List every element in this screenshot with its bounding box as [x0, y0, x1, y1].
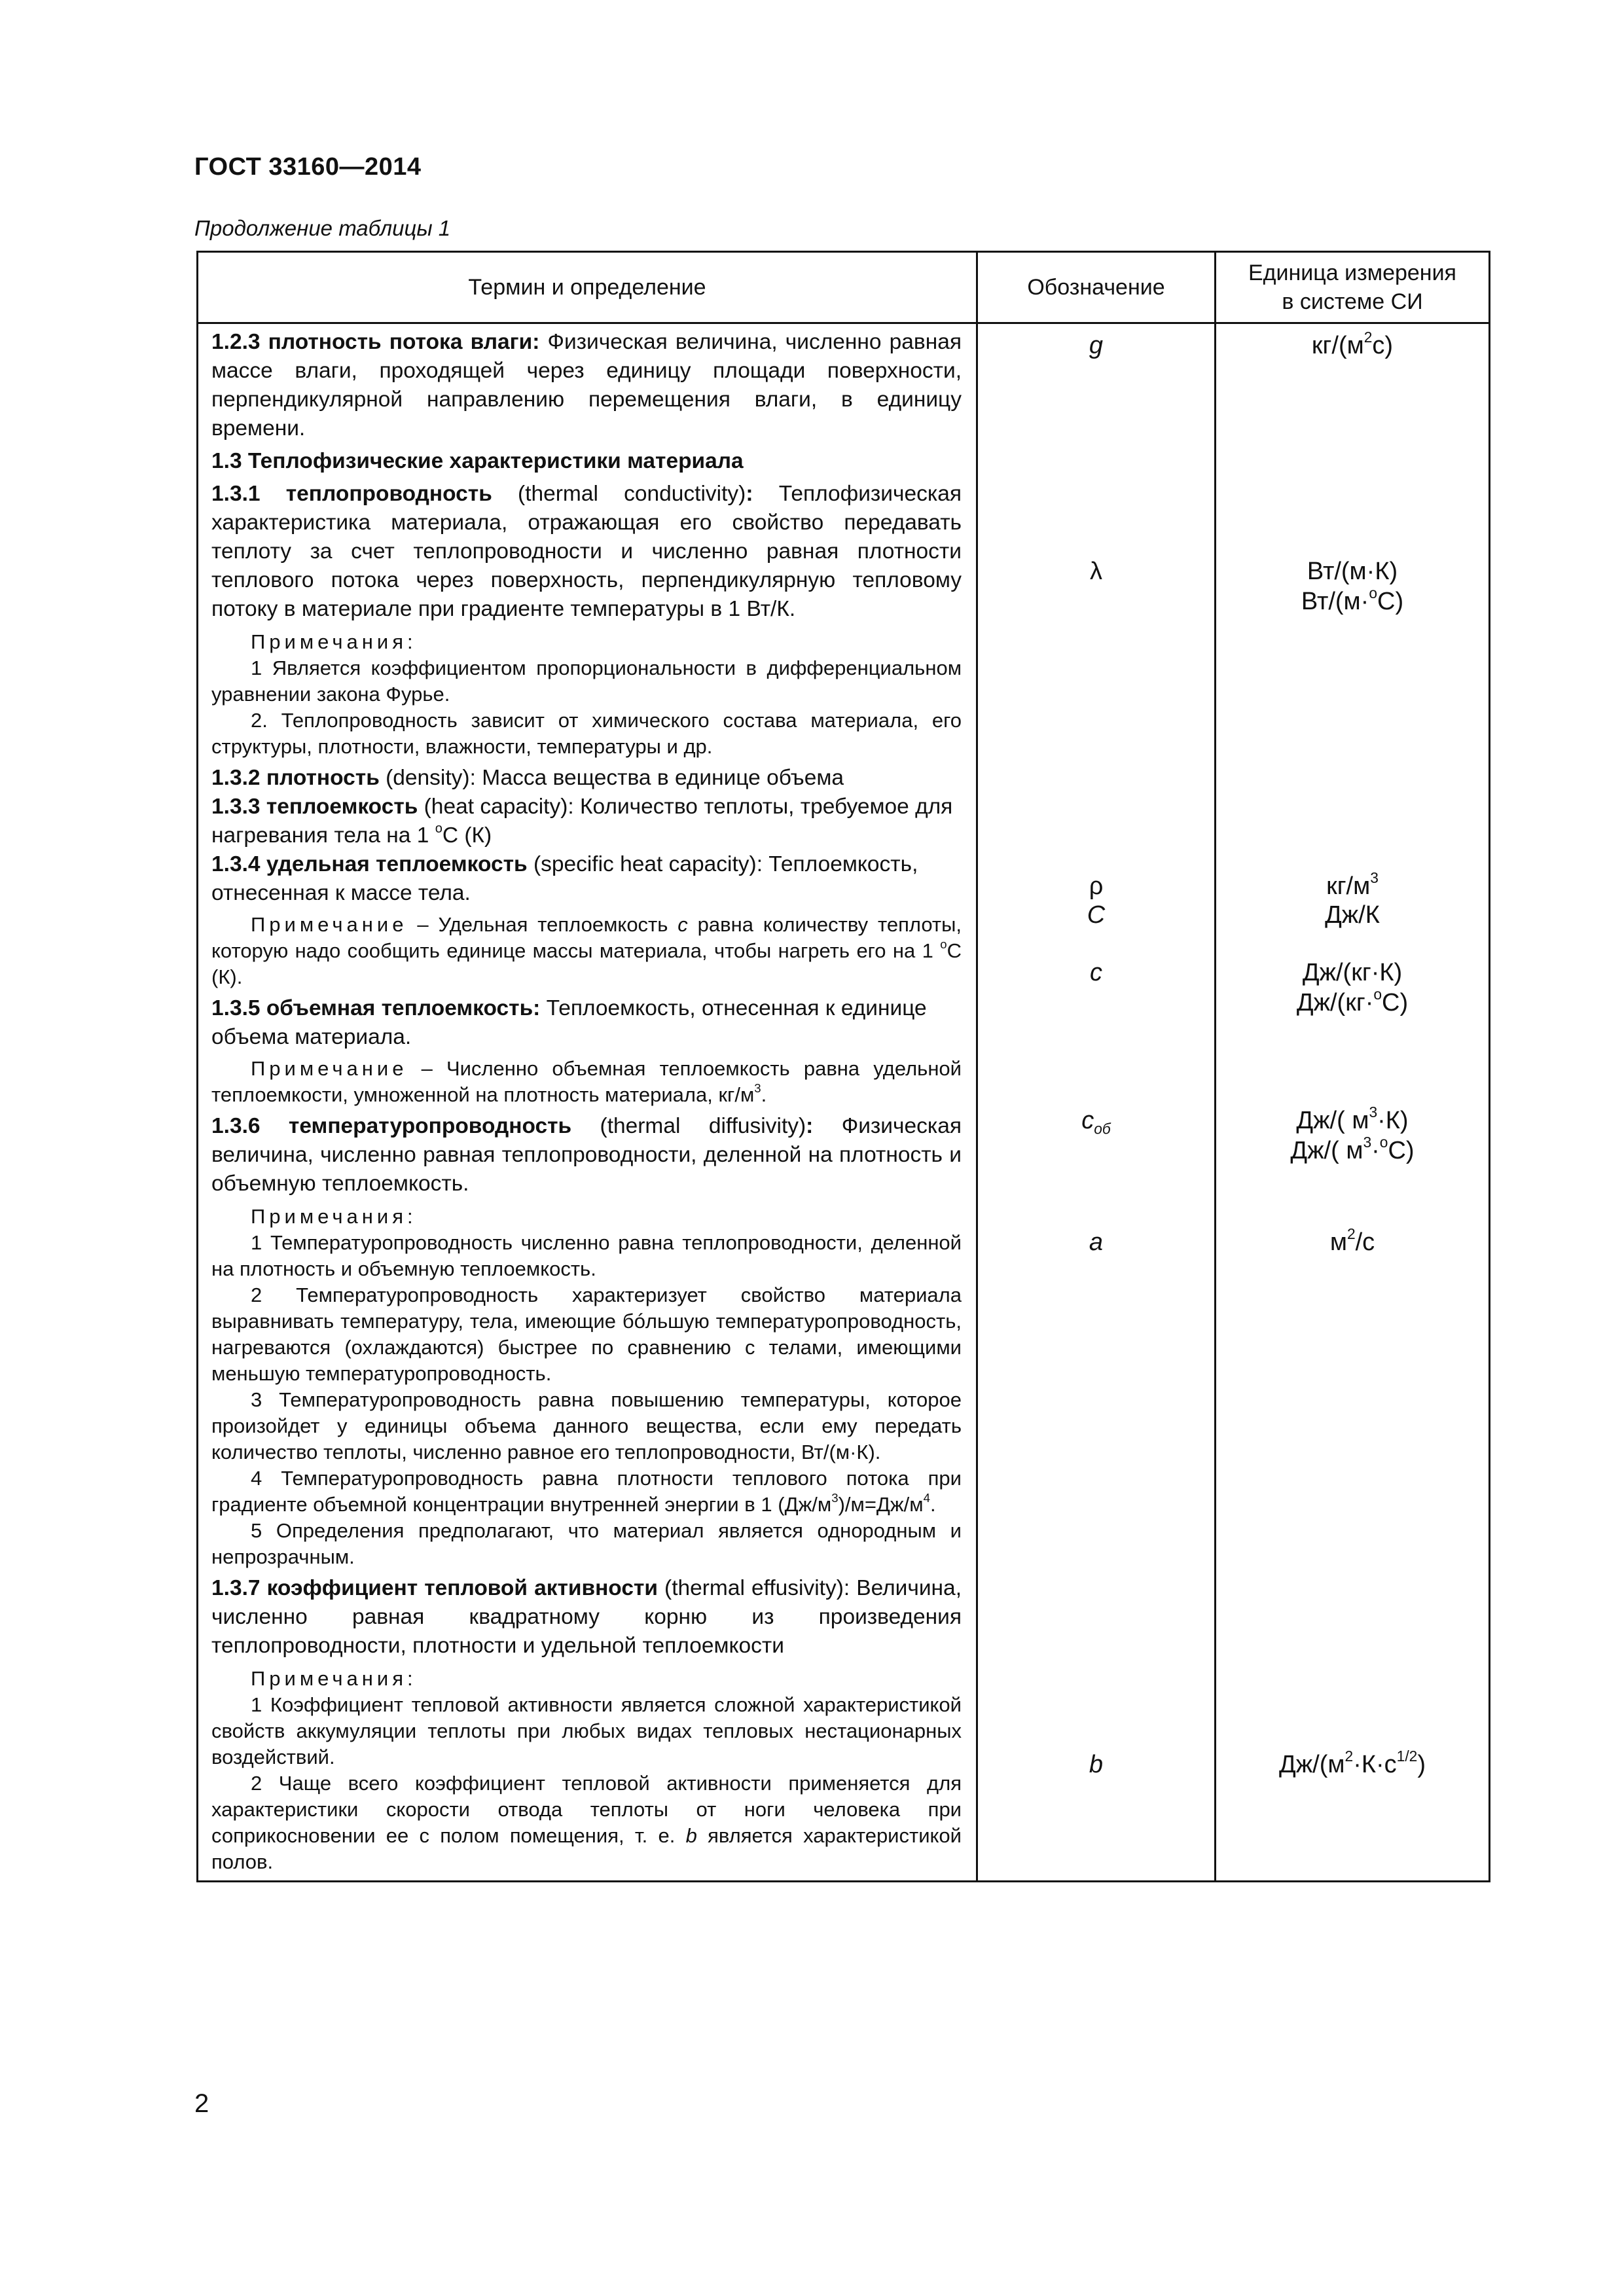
entry-1-3-5 [211, 994, 962, 1052]
term-english: (thermal effusivity) [657, 1576, 844, 1600]
symbol-main: с [1081, 1107, 1094, 1134]
unit-text-end: С) [1377, 588, 1404, 615]
note-item [211, 912, 962, 990]
superscript: 3 [831, 1491, 839, 1505]
term-title: 1.3.7 коэффициент тепловой активности [211, 1576, 658, 1600]
table-body-row [198, 323, 1490, 1882]
note-item [211, 1770, 962, 1875]
header-unit-line1: Единица измерения [1248, 260, 1456, 285]
superscript: 3 [754, 1081, 761, 1096]
header-unit-line2: в системе СИ [1282, 289, 1423, 314]
note-text-end: . [929, 1493, 936, 1516]
unit-superscript: 1/2 [1396, 1747, 1418, 1765]
term-title: 1.3.4 удельная теплоемкость [211, 852, 528, 876]
term-title: 1.3.3 теплоемкость [211, 795, 418, 819]
unit-line2 [1216, 1133, 1489, 1166]
note-item: 1 Температуропроводность численно равна теплопроводности, деленной на плотность и объемную теплоемкость. [211, 1231, 962, 1280]
entry-1-2-3 [211, 328, 962, 443]
unit-text-end: С) [1382, 989, 1409, 1016]
symbol-lambda: λ [1090, 558, 1102, 585]
unit-superscript: 2 [1346, 1225, 1356, 1242]
definition-text: Физическая величина, численно равная теплопроводности, деленной на плотность и объемную теплоемкость. [211, 1114, 962, 1196]
unit-r1 [1216, 328, 1489, 361]
page-number: 2 [194, 2089, 209, 2118]
degree-mark: o [940, 937, 947, 952]
section-heading [211, 447, 962, 476]
entry-1-3-4 [211, 850, 962, 908]
unit-superscript: 3 [1363, 1133, 1372, 1151]
entry-1-3-3 [211, 793, 962, 850]
unit-text: Вт/(м· [1301, 588, 1369, 615]
unit-r3 [1216, 871, 1489, 901]
definition-text: Теплофизическая характеристика материала, отражающая его свойство передавать теплоту за счет теплопроводности и численно равная плотности теплового потока через поверхность, перпендикулярную тепловому потоку в материале при градиенте температуры в 1 Вт/К. [211, 482, 962, 621]
degree-mark: o [1379, 1133, 1388, 1151]
degree-mark: o [1373, 985, 1382, 1003]
term-definition-cell [198, 323, 977, 1882]
term-title: 1.2.3 плотность потока влаги: [211, 330, 540, 354]
unit-r7 [1216, 1227, 1489, 1257]
entry-1-3-2 [211, 764, 962, 793]
unit-text-end: /с [1355, 1229, 1375, 1256]
note-label: Примечание [251, 1057, 408, 1080]
note-label: Примечание [251, 913, 408, 936]
term-colon: : [806, 1114, 814, 1138]
note-text: равна количеству теплоты, которую надо сообщить единице массы материала, чтобы нагреть его на 1 [211, 913, 962, 962]
unit-text: м [1329, 1229, 1347, 1256]
term-title: 1.3.5 объемная теплоемкость: [211, 996, 541, 1020]
note-item: 1 Является коэффициентом пропорциональности в дифференциальном уравнении закона Фурье. [211, 656, 962, 706]
degree-mark: o [1369, 584, 1378, 601]
table-caption: Продолжение таблицы 1 [194, 216, 451, 240]
note-text: – Численно объемная теплоемкость равна удельной теплоемкости, умноженной на плотность материала, кг/м [211, 1057, 962, 1106]
symbol-a: а [1089, 1229, 1104, 1256]
note-text: 4 Температуропроводность равна плотности теплового потока при градиенте объемной концентрации внутренней энергии в 1 (Дж/м [211, 1467, 962, 1516]
term-title: 1.3.1 теплопроводность [211, 482, 492, 506]
unit-text: ·К·с [1353, 1751, 1397, 1778]
unit-line1: Дж/(кг·К) [1302, 959, 1403, 986]
note-item: 1 Коэффициент тепловой активности является сложной характеристикой свойств аккумуляции теплоты при любых видах тепловых нестационарных воздействий. [211, 1693, 962, 1768]
note-symbol: с [677, 913, 688, 936]
unit-line1 [1216, 1105, 1489, 1136]
unit-text: кг/(м [1311, 332, 1364, 359]
header-symbol: Обозначение [977, 252, 1216, 323]
term-english: (density) [379, 766, 470, 790]
definition-text: : Теплоемкость, отнесенная к массе тела. [211, 852, 918, 905]
note-item: 3 Температуропроводность равна повышению температуры, которое произойдет у единицы объема данного вещества, если ему передать количество теплоты, численно равное его теплопроводности, Вт/(м·К). [211, 1388, 962, 1463]
note-symbol: b [685, 1824, 697, 1847]
unit-text: Дж/( м [1290, 1137, 1363, 1164]
notes-title: Примечания: [251, 1205, 417, 1228]
note-text: – Удельная теплоемкость [407, 913, 678, 936]
unit-text: кг/м [1326, 872, 1371, 900]
unit-superscript: 2 [1363, 328, 1373, 346]
note-text: )/м=Дж/м [838, 1493, 924, 1516]
note-text-end: . [761, 1083, 767, 1106]
term-title: 1.3.6 температуропроводность [211, 1114, 572, 1138]
unit-text: Дж/( м [1296, 1107, 1369, 1134]
term-english: (thermal diffusivity) [571, 1114, 806, 1138]
unit-text-end: ) [1417, 1751, 1426, 1778]
note-text: 2 Чаще всего коэффициент тепловой активности применяется для характеристики скорости отвода теплоты от ноги человека при соприкосновении ее с полом помещения, т. е. [211, 1772, 962, 1847]
note-text-end: С (К). [211, 939, 962, 988]
table-header-row [198, 252, 1490, 323]
note-item [211, 1465, 962, 1518]
note-text-end: является характеристикой полов. [211, 1824, 962, 1873]
definition-text: Теплоемкость, отнесенная к единице объема материала. [211, 996, 927, 1049]
entry-1-3-7 [211, 1574, 962, 1660]
unit-line2 [1216, 985, 1489, 1018]
term-english: (thermal conductivity) [492, 482, 746, 506]
superscript: 4 [923, 1491, 930, 1505]
term-title: 1.3.2 плотность [211, 766, 380, 790]
symbol-g: g [1089, 332, 1104, 359]
terms-table [196, 251, 1490, 1882]
header-term: Термин и определение [198, 252, 977, 323]
header-unit [1216, 252, 1490, 323]
unit-r4: Дж/К [1325, 901, 1380, 929]
symbol-c-ob [978, 1105, 1214, 1136]
entry-1-3-6 [211, 1112, 962, 1198]
unit-text: Дж/(кг· [1296, 989, 1374, 1016]
symbol-cell [977, 323, 1216, 1882]
note-item: 2 Температуропроводность характеризует свойство материала выравнивать температуру, тела, имеющие бóльшую температуропроводность, нагреваются (охлаждаются) быстрее по сравнению с телами, имеющими меньшую температуропроводность. [211, 1283, 962, 1385]
document-code: ГОСТ 33160—2014 [194, 153, 422, 181]
unit-text: Дж/(м [1279, 1751, 1345, 1778]
symbol-b: b [1089, 1751, 1104, 1778]
term-english: (heat capacity) [418, 795, 568, 819]
notes-title: Примечания: [251, 1667, 417, 1690]
definition-text: : Величина, численно равная квадратному корню из произведения теплопроводности, плотности и удельной теплоемкости [211, 1576, 962, 1658]
entry-1-3-1 [211, 480, 962, 624]
term-english: (specific heat capacity) [527, 852, 757, 876]
unit-text: · [1371, 1137, 1380, 1164]
definition-text: Физическая величина, численно равная массе влаги, проходящей через единицу площади поверхности, перпендикулярной направлению перемещения влаги, в единицу времени. [211, 330, 962, 440]
unit-superscript: 2 [1344, 1747, 1354, 1765]
definition-text: : Масса вещества в единице объема [469, 766, 844, 790]
unit-line2 [1216, 586, 1489, 617]
unit-r8 [1216, 1749, 1489, 1780]
symbol-subscript: об [1094, 1120, 1111, 1138]
unit-r6 [1216, 1105, 1489, 1166]
definition-text: : Количество теплоты, требуемое для нагревания тела на 1 [211, 795, 953, 848]
definition-text-end: С (К) [442, 823, 492, 848]
unit-superscript: 3 [1370, 869, 1379, 886]
unit-text-end: ·К) [1377, 1107, 1409, 1134]
unit-r5 [1216, 958, 1489, 1018]
unit-line1: Вт/(м·К) [1307, 558, 1398, 585]
symbol-capital-c: С [1087, 901, 1106, 929]
section-title: 1.3 Теплофизические характеристики материала [211, 449, 744, 473]
symbol-rho: ρ [1089, 872, 1104, 900]
unit-superscript: 3 [1369, 1103, 1378, 1121]
note-item [211, 1056, 962, 1108]
symbol-c: с [1090, 959, 1102, 986]
degree-mark: o [435, 821, 442, 836]
unit-cell [1216, 323, 1490, 1882]
term-colon: : [746, 482, 753, 506]
notes-title: Примечания: [251, 630, 417, 653]
note-item: 5 Определения предполагают, что материал является однородным и непрозрачным. [211, 1519, 962, 1568]
unit-text-end: С) [1388, 1137, 1415, 1164]
note-item: 2. Теплопроводность зависит от химического состава материала, его структуры, плотности, влажности, температуры и др. [211, 709, 962, 758]
unit-r2 [1216, 556, 1489, 617]
unit-text-end: с) [1372, 332, 1394, 359]
